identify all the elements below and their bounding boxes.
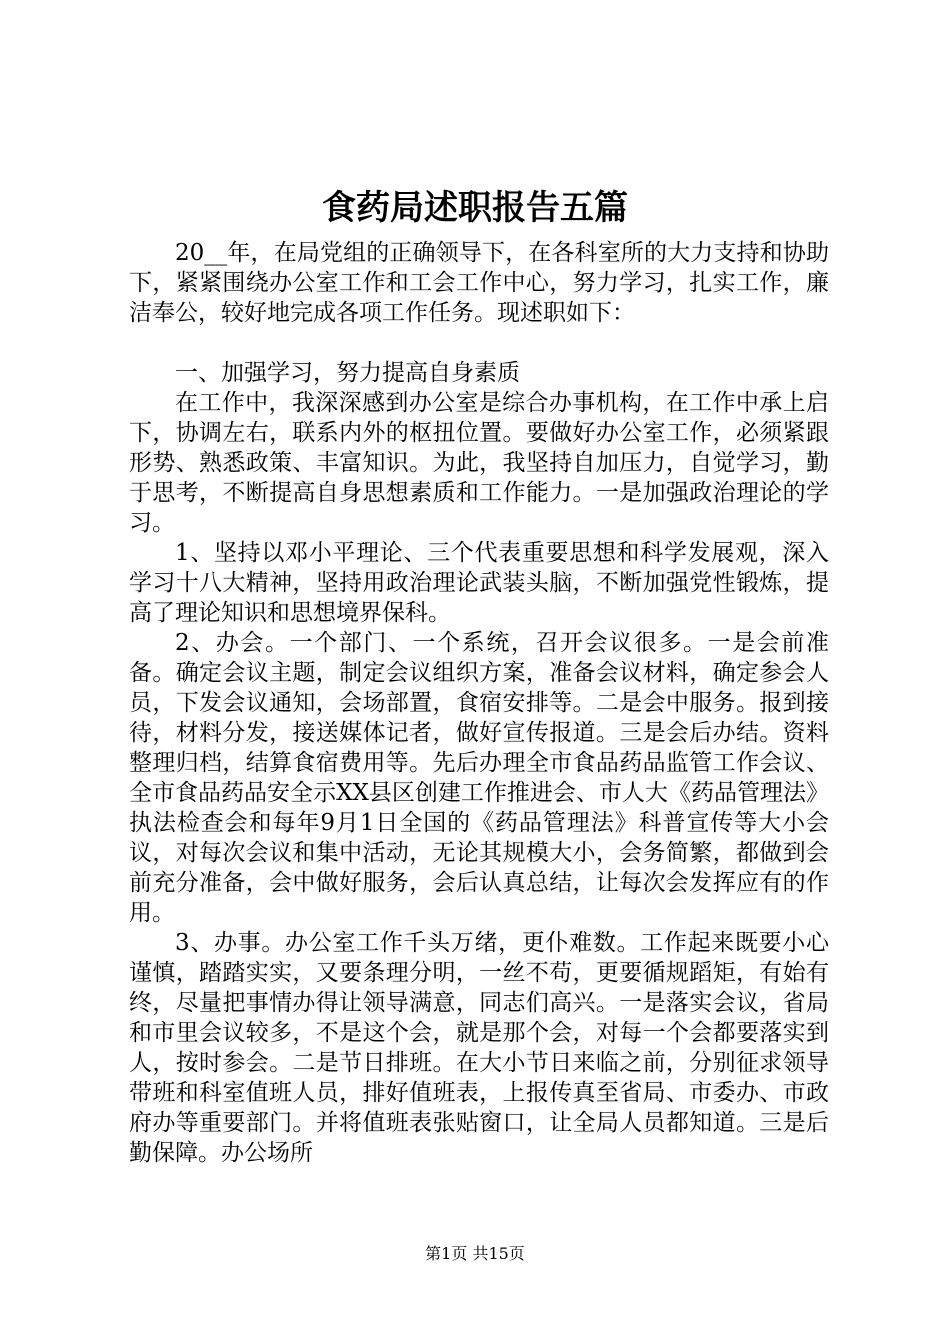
document-body <box>129 238 829 1168</box>
page-footer: 第1页 共15页 <box>425 1244 525 1263</box>
intro-paragraph: 20__年，在局党组的正确领导下，在各科室所的大力支持和协助下，紧紧围绕办公室工作和工会工作中心，努力学习，扎实工作，廉洁奉公，较好地完成各项工作任务。现述职如下： <box>129 240 829 326</box>
body-paragraph-1: 在工作中，我深深感到办公室是综合办事机构，在工作中承上启下，协调左右，联系内外的枢扭位置。要做好办公室工作，必须紧跟形势、熟悉政策、丰富知识。为此，我坚持自加压力，自觉学习，勤于思考，不断提高自身思想素质和工作能力。一是加强政治理论的学习。 <box>129 390 829 536</box>
body-paragraph-2: 1、坚持以邓小平理论、三个代表重要思想和科学发展观，深入学习十八大精神，坚持用政治理论武装头脑，不断加强党性锻炼，提高了理论知识和思想境界保科。 <box>129 540 829 626</box>
section-heading: 一、加强学习，努力提高自身素质 <box>175 360 520 386</box>
body-paragraph-4: 3、办事。办公室工作千头万绪，更仆难数。工作起来既要小心谨慎，踏踏实实，又要条理分明，一丝不苟，更要循规蹈矩，有始有终，尽量把事情办得让领导满意，同志们高兴。一是落实会议，省局和市里会议较多，不是这个会，就是那个会，对每一个会都要落实到人，按时参会。二是节日排班。在大小节日来临之前，分别征求领导带班和科室值班人员，排好值班表，上报传真至省局、市委办、市政府办等重要部门。并将值班表张贴窗口，让全局人员都知道。三是后勤保障。办公场所 <box>129 930 829 1166</box>
document-title: 食药局述职报告五篇 <box>322 188 628 228</box>
body-paragraph-3: 2、办会。一个部门、一个系统，召开会议很多。一是会前准备。确定会议主题，制定会议组织方案，准备会议材料，确定参会人员，下发会议通知，会场部置，食宿安排等。二是会中服务。报到接待，材料分发，接送媒体记者，做好宣传报道。三是会后办结。资料整理归档，结算食宿费用等。先后办理全市食品药品监管工作会议、全市食品药品安全示XX县区创建工作推进会、市人大《药品管理法》执法检查会和每年9月1日全国的《药品管理法》科普宣传等大小会议，对每次会议和集中活动，无论其规模大小，会务简繁，都做到会前充分准备，会中做好服务，会后认真总结，让每次会发挥应有的作用。 <box>129 630 829 926</box>
